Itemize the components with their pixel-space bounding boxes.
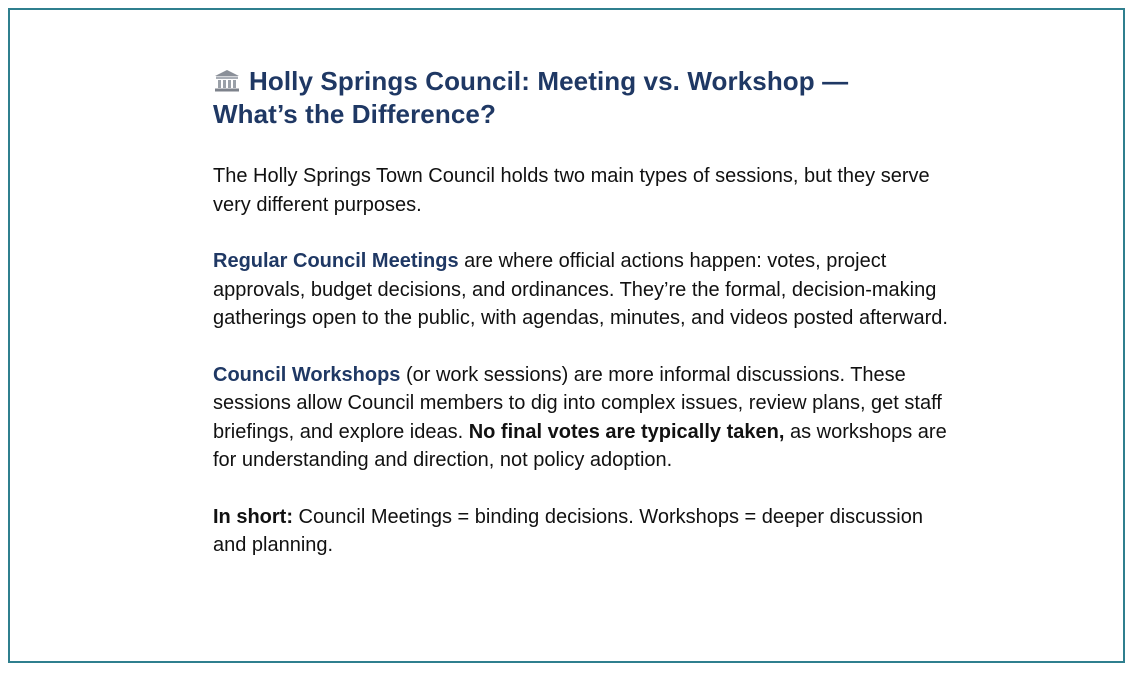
meetings-text: are where official actions happen: votes, project approvals, budget decisions, and ordinances. They’re the formal, decision-making gatherings open to the public, with agendas, minutes, and videos posted afterward. <box>213 250 948 329</box>
meetings-term: Regular Council Meetings <box>213 250 459 272</box>
page-title <box>213 65 953 131</box>
meetings-paragraph <box>213 247 953 333</box>
summary-lead: In short: <box>213 505 293 528</box>
workshops-term: Council Workshops <box>213 363 401 386</box>
document-content <box>213 65 953 560</box>
summary-paragraph <box>213 503 953 560</box>
title-line-1: Holly Springs Council: Meeting vs. Workshop — <box>249 66 849 96</box>
title-line-2: What’s the Difference? <box>213 99 496 129</box>
intro-paragraph: The Holly Springs Town Council holds two main types of sessions, but they serve very different purposes. <box>213 165 930 216</box>
workshops-text-before: (or work sessions) are more informal discussions. These sessions allow Council members to dig into complex issues, review plans, get staff briefings, and explore ideas. <box>213 363 942 443</box>
classical-building-icon <box>213 68 241 92</box>
workshops-emphasis: No final votes are typically taken, <box>468 420 785 443</box>
summary-text: Council Meetings = binding decisions. Workshops = deeper discussion and planning. <box>213 505 923 556</box>
workshops-paragraph <box>213 361 953 475</box>
document-frame <box>8 8 1125 663</box>
workshops-text-after: as workshops are for understanding and direction, not policy adoption. <box>213 420 947 471</box>
